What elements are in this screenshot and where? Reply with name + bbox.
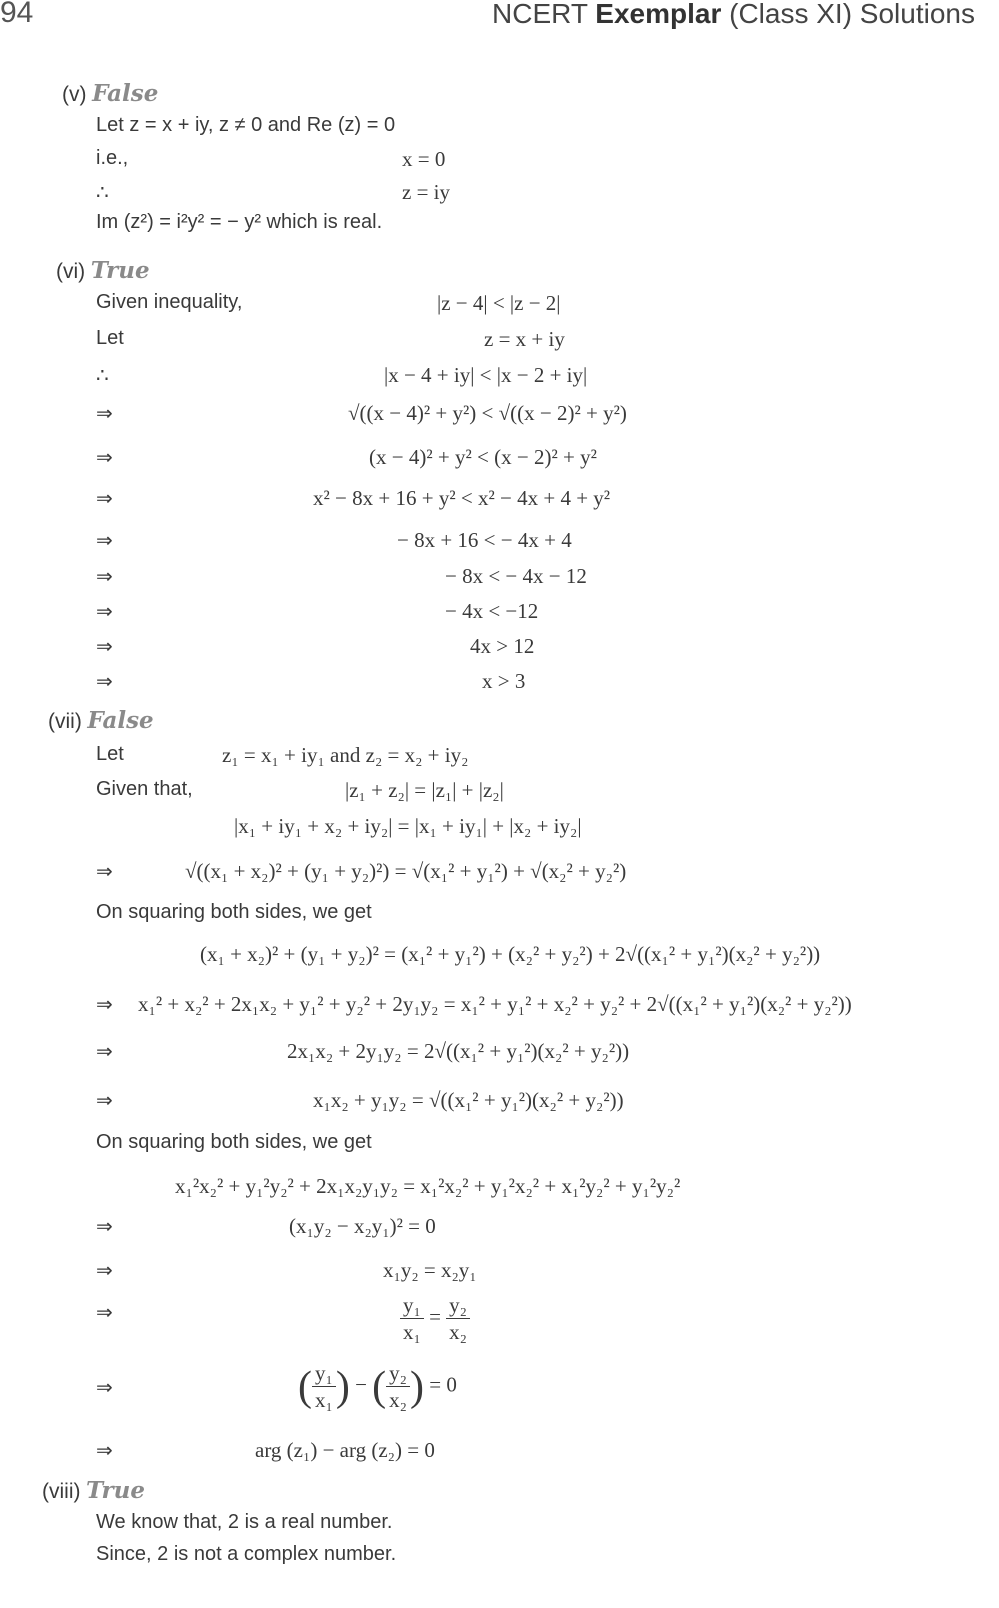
- step-symbol: ⇒: [96, 636, 113, 658]
- header-brand: Exemplar: [595, 0, 722, 29]
- step-symbol: ⇒: [96, 601, 113, 623]
- math-expression: (x − 4)² + y² < (x − 2)² + y²: [369, 445, 597, 469]
- math-expression: − 8x < − 4x − 12: [445, 564, 587, 588]
- section-heading: [42, 1477, 145, 1504]
- step-symbol: ∴: [96, 365, 109, 387]
- minus-sign: −: [355, 1372, 367, 1397]
- math-expression: 4x > 12: [470, 634, 535, 658]
- section-verdict: False: [87, 707, 154, 734]
- section-heading: [56, 257, 150, 284]
- math-expression: z₁ = x₁ + iy₁ and z₂ = x₂ + iy₂: [222, 743, 469, 767]
- step-symbol: ⇒: [96, 1302, 113, 1324]
- step-symbol: ⇒: [96, 403, 113, 425]
- text-line: Given that,: [96, 778, 193, 800]
- step-symbol: ⇒: [96, 488, 113, 510]
- section-verdict: False: [92, 80, 159, 107]
- math-expression: z = iy: [402, 180, 450, 204]
- math-expression: √((x₁ + x₂)² + (y₁ + y₂)²) = √(x₁² + y₁²) + √(x₂² + y₂²): [185, 859, 627, 883]
- math-expression: |z₁ + z₂| = |z₁| + |z₂|: [345, 778, 504, 802]
- fraction: [446, 1292, 470, 1346]
- step-symbol: ⇒: [96, 1041, 113, 1063]
- fraction: [400, 1292, 424, 1346]
- text-line: Im (z²) = i²y² = − y² which is real.: [96, 211, 383, 233]
- step-symbol: ⇒: [96, 1260, 113, 1282]
- math-expression: 2x₁x₂ + 2y₁y₂ = 2√((x₁² + y₁²)(x₂² + y₂²)): [287, 1039, 630, 1063]
- text-line: On squaring both sides, we get: [96, 901, 372, 923]
- math-expression: x = 0: [402, 147, 446, 171]
- denominator: x₁: [315, 1388, 333, 1413]
- numerator: y₁: [312, 1360, 336, 1387]
- math-expression: x₁² + x₂² + 2x₁x₂ + y₁² + y₂² + 2y₁y₂ = x₁² + y₁² + x₂² + y₂² + 2√((x₁² + y₁²)(x₂² + y₂²)): [138, 992, 852, 1016]
- math-expression: x₁x₂ + y₁y₂ = √((x₁² + y₁²)(x₂² + y₂²)): [313, 1088, 624, 1112]
- numerator: y₁: [400, 1292, 424, 1319]
- section-heading: [48, 707, 154, 734]
- step-symbol: ∴: [96, 182, 109, 204]
- math-expression: x₁²x₂² + y₁²y₂² + 2x₁x₂y₁y₂ = x₁²x₂² + y₁²x₂² + x₁²y₂² + y₁²y₂²: [175, 1174, 681, 1198]
- math-expression: |x₁ + iy₁ + x₂ + iy₂| = |x₁ + iy₁| + |x₂ + iy₂|: [234, 814, 582, 838]
- text-line: Given inequality,: [96, 291, 243, 313]
- fraction-equation: [400, 1292, 470, 1346]
- math-expression: x > 3: [482, 669, 526, 693]
- math-expression: |z − 4| < |z − 2|: [437, 291, 561, 315]
- equation-rhs: = 0: [429, 1372, 457, 1397]
- paren-equation: ( $\frac{\text{y₁}}{\text{x₁}}$ ) − ( $\frac{\text{y₂}}{\text{x₂}}$ ) = 0: [298, 1361, 457, 1413]
- math-expression: x₁y₂ = x₂y₁: [383, 1258, 477, 1282]
- section-label: (vi): [56, 260, 86, 283]
- step-symbol: ⇒: [96, 1377, 113, 1399]
- section-label: (viii): [42, 1480, 81, 1503]
- text-line: Let z = x + iy, z ≠ 0 and Re (z) = 0: [96, 114, 396, 136]
- math-expression: − 8x + 16 < − 4x + 4: [397, 528, 572, 552]
- section-verdict: True: [90, 257, 150, 284]
- text-line: We know that, 2 is a real number.: [96, 1511, 393, 1533]
- math-expression: (x₁y₂ − x₂y₁)² = 0: [289, 1214, 436, 1238]
- step-symbol: ⇒: [96, 566, 113, 588]
- denominator: x₂: [449, 1320, 467, 1345]
- section-heading: [62, 80, 158, 107]
- step-symbol: ⇒: [96, 1090, 113, 1112]
- text-line: On squaring both sides, we get: [96, 1131, 372, 1153]
- step-symbol: ⇒: [96, 861, 113, 883]
- fraction: [386, 1360, 410, 1414]
- running-header: [492, 0, 975, 30]
- text-line: Let: [96, 743, 124, 765]
- step-symbol: ⇒: [96, 994, 113, 1016]
- math-expression: arg (z₁) − arg (z₂) = 0: [255, 1438, 435, 1462]
- math-expression: z = x + iy: [484, 327, 565, 351]
- denominator: x₁: [403, 1320, 421, 1345]
- section-label: (vii): [48, 710, 82, 733]
- math-expression: − 4x < −12: [445, 599, 539, 623]
- fraction: [312, 1360, 336, 1414]
- section-verdict: True: [86, 1477, 145, 1504]
- text-line: Since, 2 is not a complex number.: [96, 1543, 397, 1565]
- header-series: NCERT: [492, 0, 588, 29]
- math-expression: x² − 8x + 16 + y² < x² − 4x + 4 + y²: [313, 486, 611, 510]
- page-number: 94: [0, 0, 34, 29]
- step-symbol: ⇒: [96, 1440, 113, 1462]
- step-symbol: ⇒: [96, 447, 113, 469]
- text-line: Let: [96, 327, 124, 349]
- math-expression: (x₁ + x₂)² + (y₁ + y₂)² = (x₁² + y₁²) + (x₂² + y₂²) + 2√((x₁² + y₁²)(x₂² + y₂²)): [200, 942, 821, 966]
- numerator: y₂: [386, 1360, 410, 1387]
- denominator: x₂: [389, 1388, 407, 1413]
- section-label: (v): [62, 83, 87, 106]
- header-subtitle: (Class XI) Solutions: [729, 0, 975, 29]
- math-expression: |x − 4 + iy| < |x − 2 + iy|: [384, 363, 588, 387]
- step-symbol: ⇒: [96, 1216, 113, 1238]
- equals-sign: =: [429, 1304, 441, 1329]
- math-expression: √((x − 4)² + y²) < √((x − 2)² + y²): [348, 401, 627, 425]
- step-symbol: ⇒: [96, 530, 113, 552]
- numerator: y₂: [446, 1292, 470, 1319]
- text-line: i.e.,: [96, 147, 129, 169]
- step-symbol: ⇒: [96, 671, 113, 693]
